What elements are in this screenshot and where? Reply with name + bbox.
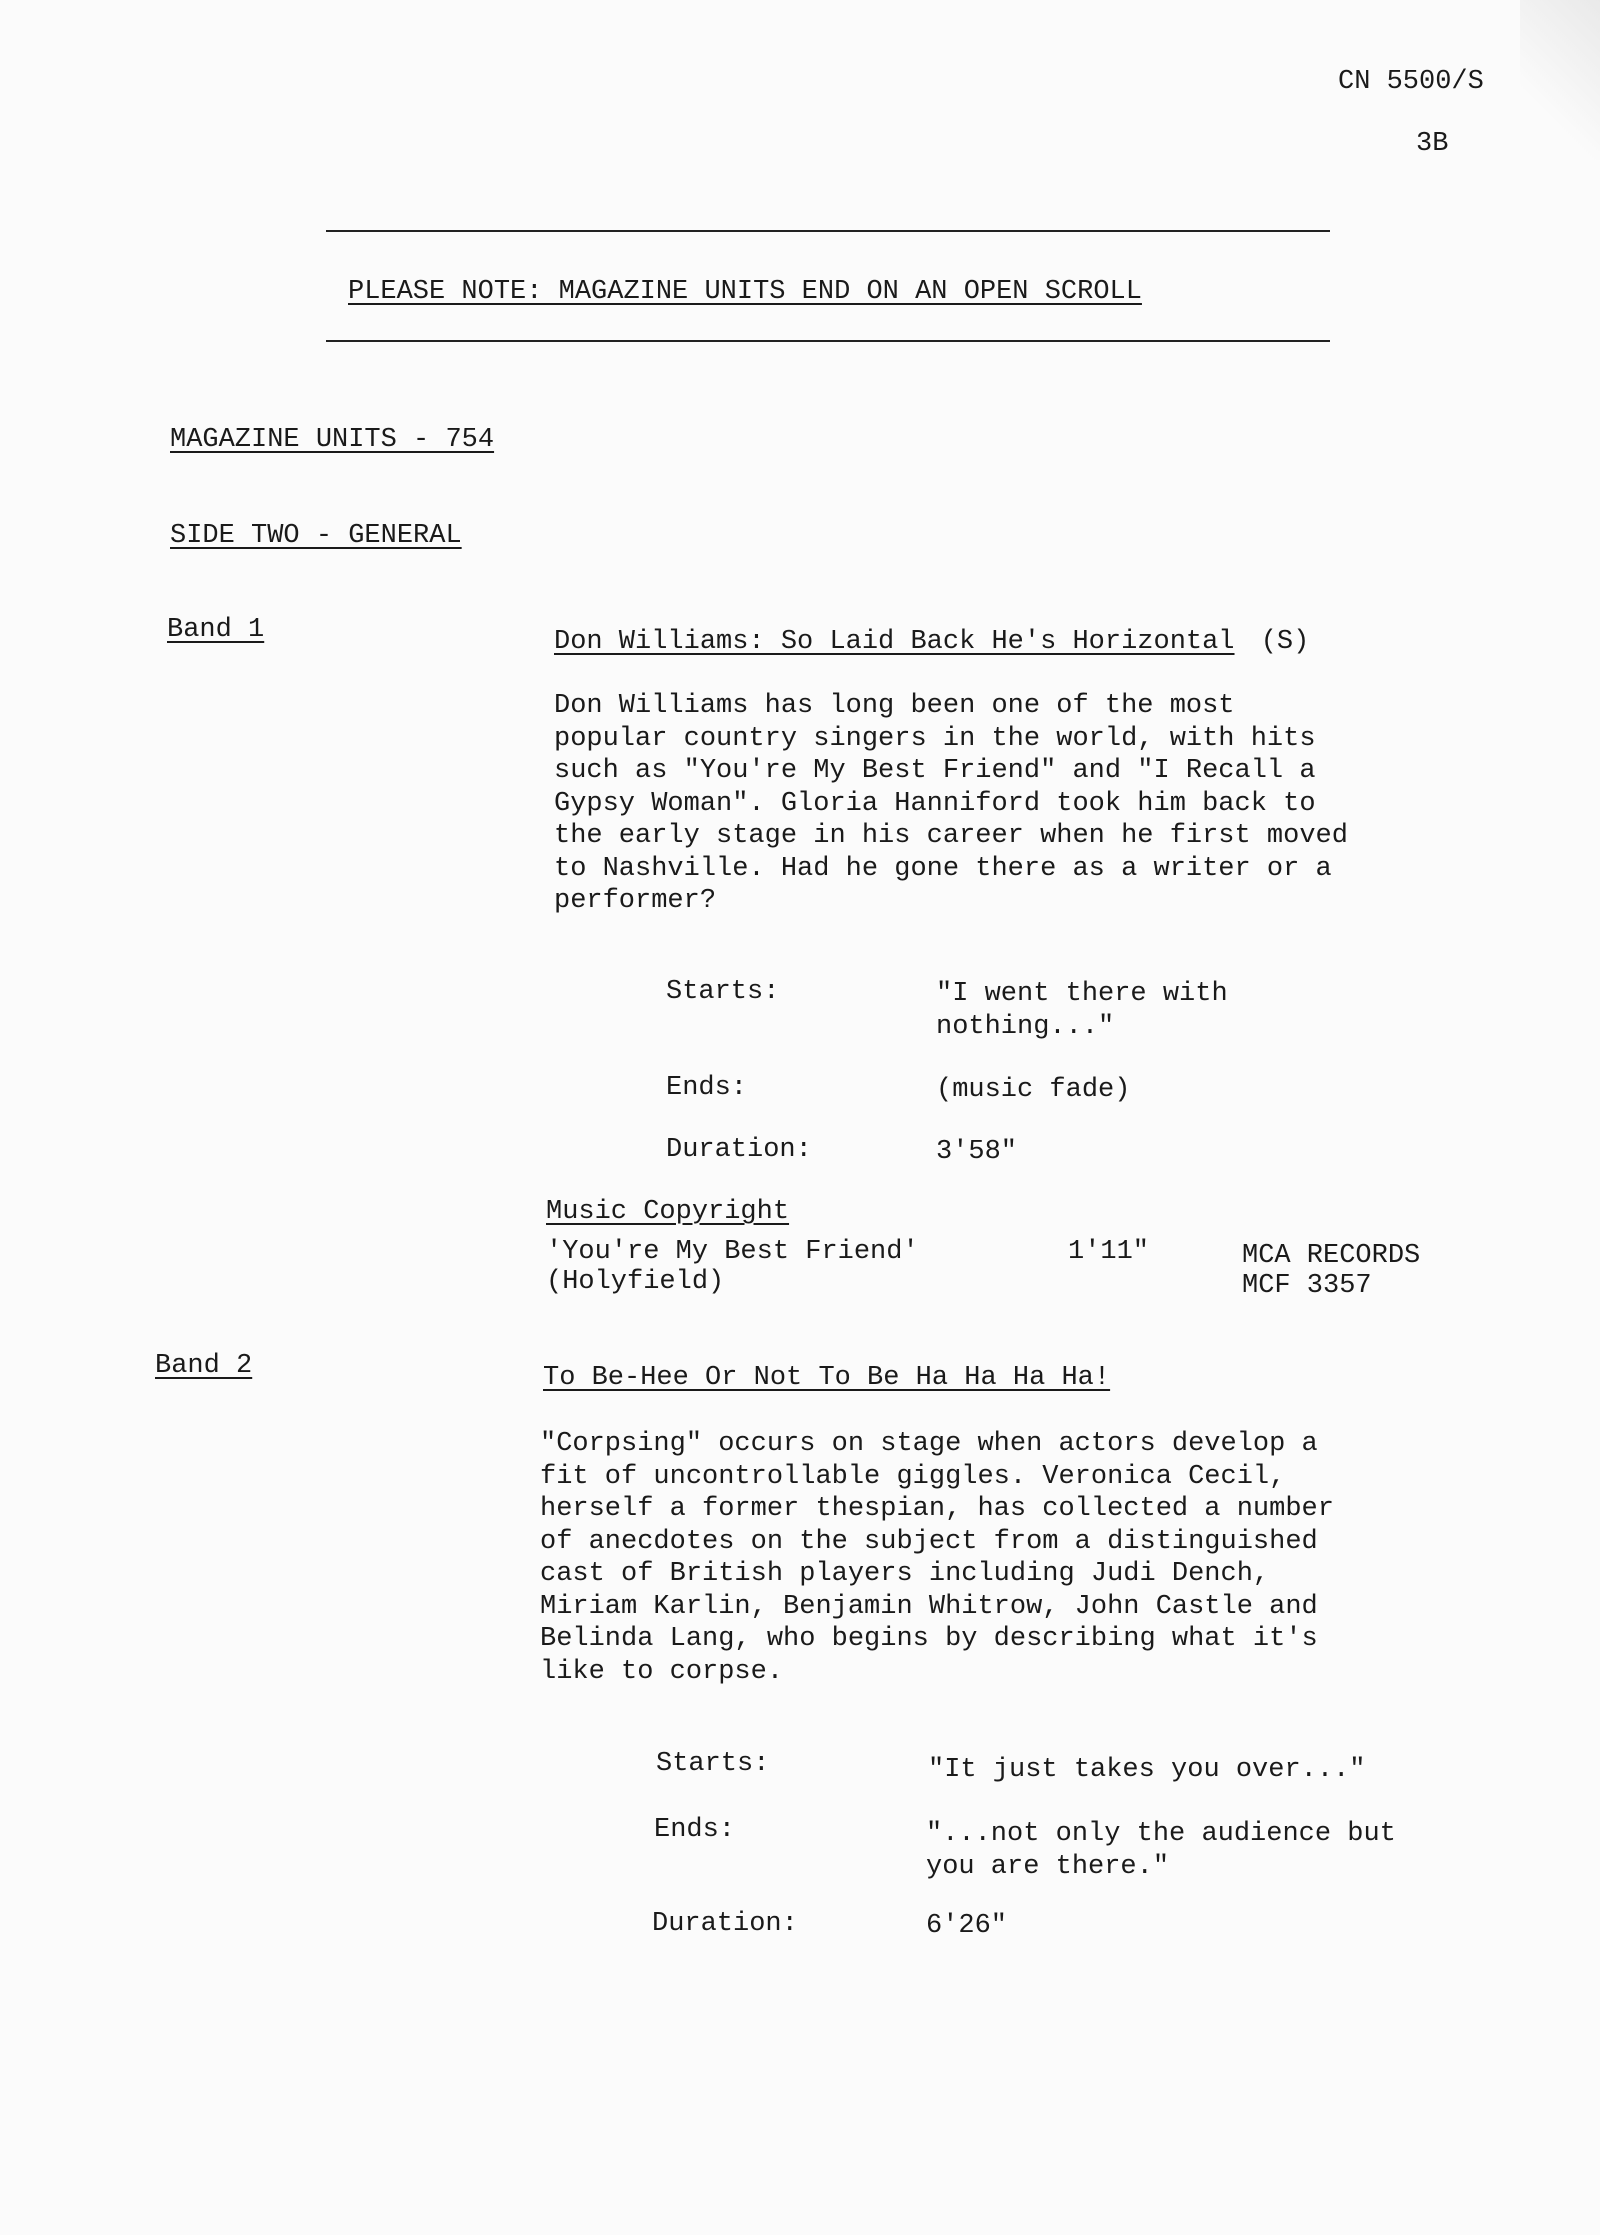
band-1-ends-value: (music fade) — [936, 1075, 1131, 1105]
band-2-label: Band 2 — [155, 1351, 253, 1381]
document-reference: CN 5500/S — [1338, 67, 1484, 97]
copyright-time: 1'11" — [1068, 1237, 1150, 1267]
band-2-duration-value: 6'26" — [926, 1911, 1008, 1941]
copyright-catalog: MCF 3357 — [1242, 1271, 1372, 1301]
notice-text: PLEASE NOTE: MAGAZINE UNITS END ON AN OPEN SCROLL — [348, 277, 1142, 307]
band-2-ends-label: Ends: — [654, 1815, 736, 1845]
band-2-starts-value: "It just takes you over..." — [928, 1755, 1366, 1785]
band-1-starts-value: "I went there with nothing..." — [936, 979, 1228, 1042]
band-2-description: "Corpsing" occurs on stage when actors develop a fit of uncontrollable giggles. Veronica Cecil, herself a former thespian, has collected a number of anecdotes on the subject from a distinguished cast of British players including Judi Dench, Miriam Karlin, Benjamin Whitrow, John Castle and Belinda Lang, who begins by describing what it's like to corpse. — [540, 1429, 1334, 1687]
section-title: MAGAZINE UNITS - 754 — [170, 425, 495, 455]
page-number: 3B — [1416, 129, 1449, 159]
band-2-ends-value: "...not only the audience but you are there." — [926, 1819, 1396, 1882]
band-1-starts-label: Starts: — [666, 977, 780, 1007]
band-1-duration-value: 3'58" — [936, 1137, 1018, 1167]
notice-bottom-rule — [326, 340, 1330, 342]
band-1-ends-label: Ends: — [666, 1073, 748, 1103]
band-1-duration-label: Duration: — [666, 1135, 812, 1165]
band-1-suffix: (S) — [1260, 627, 1310, 657]
band-2-title: To Be-Hee Or Not To Be Ha Ha Ha Ha! — [543, 1363, 1111, 1393]
copyright-label: MCA RECORDS — [1242, 1241, 1421, 1271]
side-title: SIDE TWO - GENERAL — [170, 521, 462, 551]
band-1-label: Band 1 — [167, 615, 265, 645]
band-1-description: Don Williams has long been one of the most popular country singers in the world, with hits such as "You're My Best Friend" and "I Recall a Gypsy Woman". Gloria Hanniford took him back to the early stage in his career when he first moved to Nashville. Had he gone there as a writer or a performer? — [554, 691, 1348, 916]
band-1-heading — [554, 626, 1309, 658]
band-2-duration-label: Duration: — [652, 1909, 798, 1939]
page-corner-shadow — [1520, 0, 1600, 160]
music-copyright-heading: Music Copyright — [546, 1197, 790, 1227]
copyright-composer: (Holyfield) — [546, 1267, 725, 1297]
copyright-track-title: 'You're My Best Friend' — [546, 1237, 919, 1267]
band-2-starts-label: Starts: — [656, 1749, 770, 1779]
notice-top-rule — [326, 230, 1330, 232]
band-1-title: Don Williams: So Laid Back He's Horizontal — [554, 627, 1235, 657]
